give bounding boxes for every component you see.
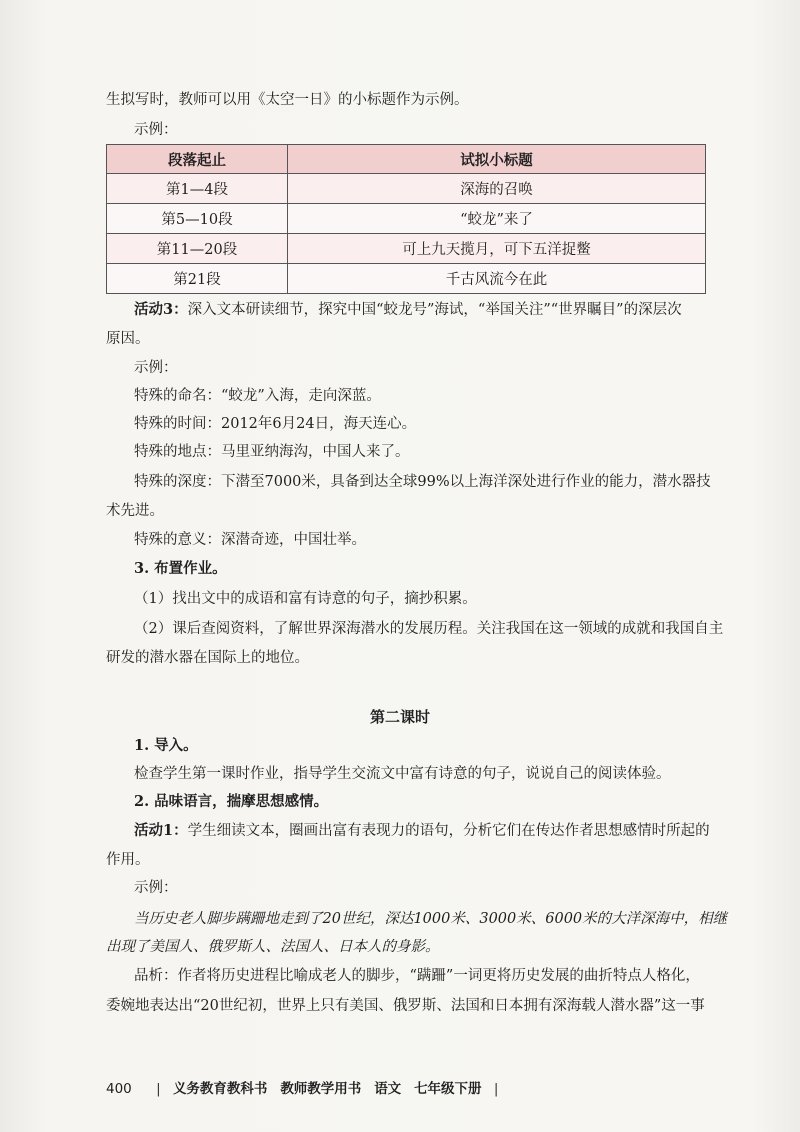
page-number: 400 bbox=[106, 1081, 132, 1097]
activity3-text: 深入文本研读细节，探究中国“蛟龙号”海试，“举国关注”“世界瞩目”的深层次 bbox=[187, 302, 682, 318]
table-header: 段落起止 bbox=[107, 145, 288, 174]
homework-item2-line2: 研发的潜水器在国际上的地位。 bbox=[106, 650, 309, 666]
example-label: 示例： bbox=[134, 880, 178, 896]
lesson2-title: 第二课时 bbox=[369, 708, 430, 726]
special-depth-line1: 特殊的深度：下潜至7000米，具备到达全球99%以上海洋深处进行作业的能力，潜水器技 bbox=[134, 474, 711, 490]
footer-grade: 七年级下册 bbox=[414, 1081, 482, 1097]
activity3-line2: 原因。 bbox=[106, 331, 150, 347]
table-cell: 可上九天揽月，可下五洋捉鳖 bbox=[288, 234, 706, 264]
footer-subject: 语文 bbox=[374, 1081, 402, 1097]
lesson2-step1: 1. 导入。 bbox=[134, 737, 198, 754]
analysis-line2: 委婉地表达出“20世纪初，世界上只有美国、俄罗斯、法国和日本拥有深海载人潜水器”这一事 bbox=[106, 998, 705, 1014]
homework-title: 3. 布置作业。 bbox=[134, 560, 227, 577]
table-cell: 第5—10段 bbox=[107, 204, 288, 234]
table-row bbox=[107, 174, 706, 204]
table-cell: 第11—20段 bbox=[107, 234, 288, 264]
activity1-label: 活动1： bbox=[134, 822, 188, 839]
homework-item2-line1: （2）课后查阅资料，了解世界深海潜水的发展历程。关注我国在这一领域的成就和我国自主 bbox=[134, 621, 724, 637]
quote-line1: 当历史老人脚步蹒跚地走到了20世纪，深达1000米、3000米、6000米的大洋深海中，相继 bbox=[134, 911, 728, 927]
table-cell: 深海的召唤 bbox=[288, 174, 706, 204]
activity3-label: 活动3： bbox=[134, 301, 188, 318]
table-cell: “蛟龙”来了 bbox=[288, 204, 706, 234]
footer-book: 义务教育教科书 bbox=[172, 1081, 268, 1097]
activity1-line1 bbox=[134, 821, 710, 841]
table-cell: 第1—4段 bbox=[107, 174, 288, 204]
table-row bbox=[107, 234, 706, 264]
lesson2-step2: 2. 品味语言，揣摩思想感情。 bbox=[134, 793, 329, 810]
example-label: 示例： bbox=[134, 122, 178, 138]
activity1-line2: 作用。 bbox=[106, 852, 150, 868]
footer-divider: | bbox=[493, 1081, 499, 1097]
quote-line2: 出现了美国人、俄罗斯人、法国人、日本人的身影。 bbox=[106, 939, 440, 955]
activity1-text: 学生细读文本，圈画出富有表现力的语句，分析它们在传达作者思想感情时所起的 bbox=[187, 823, 710, 839]
footer-guide: 教师教学用书 bbox=[280, 1081, 362, 1097]
special-depth-line2: 术先进。 bbox=[106, 503, 164, 519]
table-cell: 千古风流今在此 bbox=[288, 264, 706, 294]
footer-divider: | bbox=[156, 1081, 161, 1097]
special-place: 特殊的地点：马里亚纳海沟，中国人来了。 bbox=[134, 444, 410, 460]
special-naming: 特殊的命名：“蛟龙”入海，走向深蓝。 bbox=[134, 388, 381, 404]
analysis-line1: 品析：作者将历史进程比喻成老人的脚步，“蹒跚”一词更将历史发展的曲折特点人格化， bbox=[134, 968, 700, 984]
special-time: 特殊的时间：2012年6月24日，海天连心。 bbox=[134, 416, 417, 432]
intro-text: 生拟写时，教师可以用《太空一日》的小标题作为示例。 bbox=[106, 92, 469, 108]
table-row bbox=[107, 264, 706, 294]
table-header: 试拟小标题 bbox=[288, 145, 706, 174]
table-header-row bbox=[107, 145, 706, 174]
example-table bbox=[106, 144, 706, 294]
page-footer bbox=[106, 1077, 506, 1097]
example-label: 示例： bbox=[134, 360, 178, 376]
table-row bbox=[107, 204, 706, 234]
activity3-line1 bbox=[134, 300, 682, 320]
homework-item1: （1）找出文中的成语和富有诗意的句子，摘抄积累。 bbox=[134, 591, 477, 607]
table-cell: 第21段 bbox=[107, 264, 288, 294]
special-meaning: 特殊的意义：深潜奇迹，中国壮举。 bbox=[134, 532, 366, 548]
lesson2-step1-text: 检查学生第一课时作业，指导学生交流文中富有诗意的句子，说说自己的阅读体验。 bbox=[134, 766, 671, 782]
